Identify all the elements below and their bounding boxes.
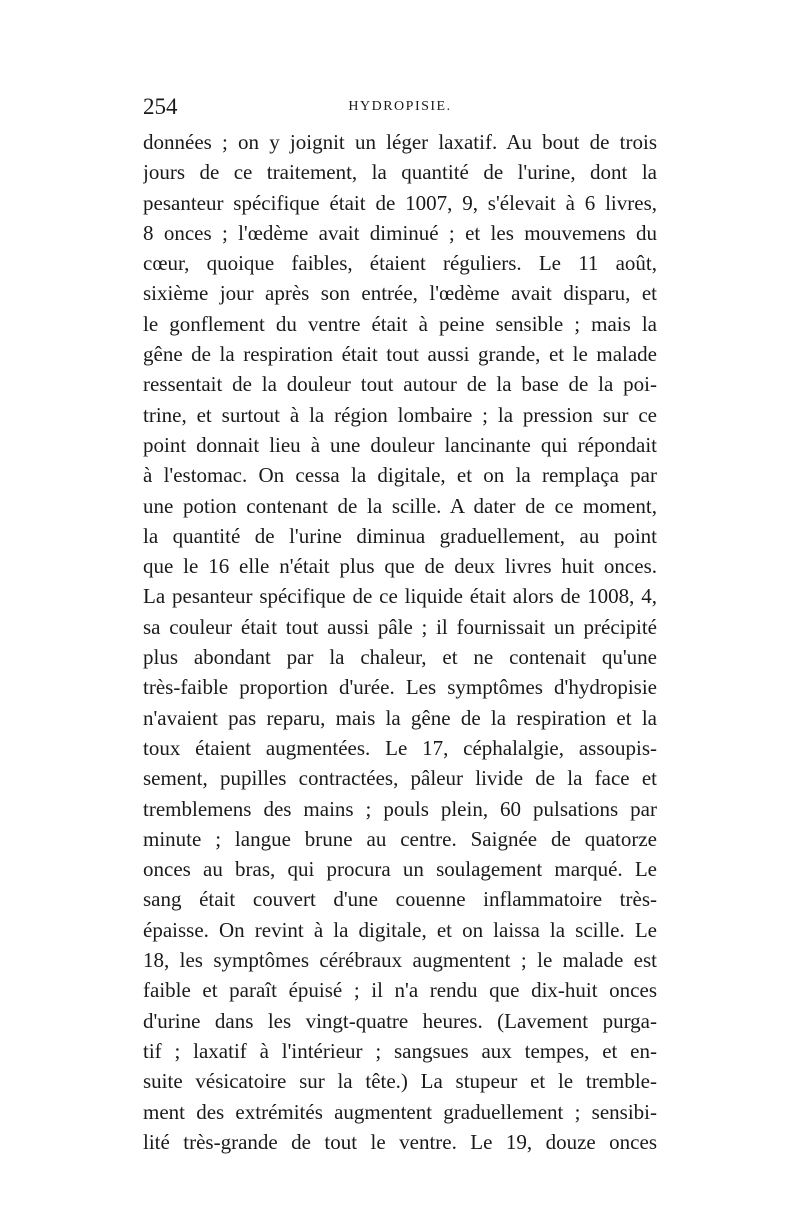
running-title: HYDROPISIE. <box>348 99 452 114</box>
text-line: ment des extrémités augmentent graduellement ; sensibi- <box>143 1099 657 1124</box>
text-line: gêne de la respiration était tout aussi grande, et le malade <box>143 342 657 367</box>
text-line: tremblemens des mains ; pouls plein, 60 pulsations par <box>143 796 657 821</box>
text-line: pesanteur spécifique était de 1007, 9, s'élevait à 6 livres, <box>143 190 657 215</box>
text-line: onces au bras, qui procura un soulagement marqué. Le <box>143 857 657 882</box>
text-line: à l'estomac. On cessa la digitale, et on la remplaça par <box>143 463 657 488</box>
text-line: très-faible proportion d'urée. Les symptômes d'hydropisie <box>143 675 657 700</box>
text-line: suite vésicatoire sur la tête.) La stupeur et le tremble- <box>143 1069 657 1094</box>
text-line: épaisse. On revint à la digitale, et on laissa la scille. Le <box>143 917 657 942</box>
text-line: minute ; langue brune au centre. Saignée de quatorze <box>143 826 657 851</box>
text-line: tif ; laxatif à l'intérieur ; sangsues aux tempes, et en- <box>143 1038 657 1063</box>
text-line: d'urine dans les vingt-quatre heures. (Lavement purga- <box>143 1008 657 1033</box>
text-line: La pesanteur spécifique de ce liquide était alors de 1008, 4, <box>143 584 657 609</box>
body-text <box>143 127 657 1157</box>
text-line: toux étaient augmentées. Le 17, céphalalgie, assoupis- <box>143 735 657 760</box>
text-line: 8 onces ; l'œdème avait diminué ; et les mouvemens du <box>143 220 657 245</box>
text-line: plus abondant par la chaleur, et ne contenait qu'une <box>143 645 657 670</box>
text-line: le gonflement du ventre était à peine sensible ; mais la <box>143 311 657 336</box>
text-line: ressentait de la douleur tout autour de la base de la poi- <box>143 372 657 397</box>
text-line: 18, les symptômes cérébraux augmentent ; le malade est <box>143 948 657 973</box>
text-line: sement, pupilles contractées, pâleur livide de la face et <box>143 766 657 791</box>
text-line: faible et paraît épuisé ; il n'a rendu que dix-huit onces <box>143 978 657 1003</box>
text-line: point donnait lieu à une douleur lancinante qui répondait <box>143 432 657 457</box>
text-line: jours de ce traitement, la quantité de l'urine, dont la <box>143 160 657 185</box>
text-line: trine, et surtout à la région lombaire ; la pression sur ce <box>143 402 657 427</box>
text-line: lité très-grande de tout le ventre. Le 19, douze onces <box>143 1129 657 1154</box>
page-number: 254 <box>143 94 178 119</box>
text-line: n'avaient pas reparu, mais la gêne de la respiration et la <box>143 705 657 730</box>
text-line: sang était couvert d'une couenne inflammatoire très- <box>143 887 657 912</box>
text-line: sa couleur était tout aussi pâle ; il fournissait un précipité <box>143 614 657 639</box>
text-line: cœur, quoique faibles, étaient réguliers. Le 11 août, <box>143 251 657 276</box>
text-line: que le 16 elle n'était plus que de deux livres huit onces. <box>143 554 657 579</box>
running-head <box>143 92 657 122</box>
text-line: une potion contenant de la scille. A dater de ce moment, <box>143 493 657 518</box>
text-line: la quantité de l'urine diminua graduellement, au point <box>143 523 657 548</box>
text-line: données ; on y joignit un léger laxatif. Au bout de trois <box>143 130 657 154</box>
text-line: sixième jour après son entrée, l'œdème avait disparu, et <box>143 281 657 306</box>
